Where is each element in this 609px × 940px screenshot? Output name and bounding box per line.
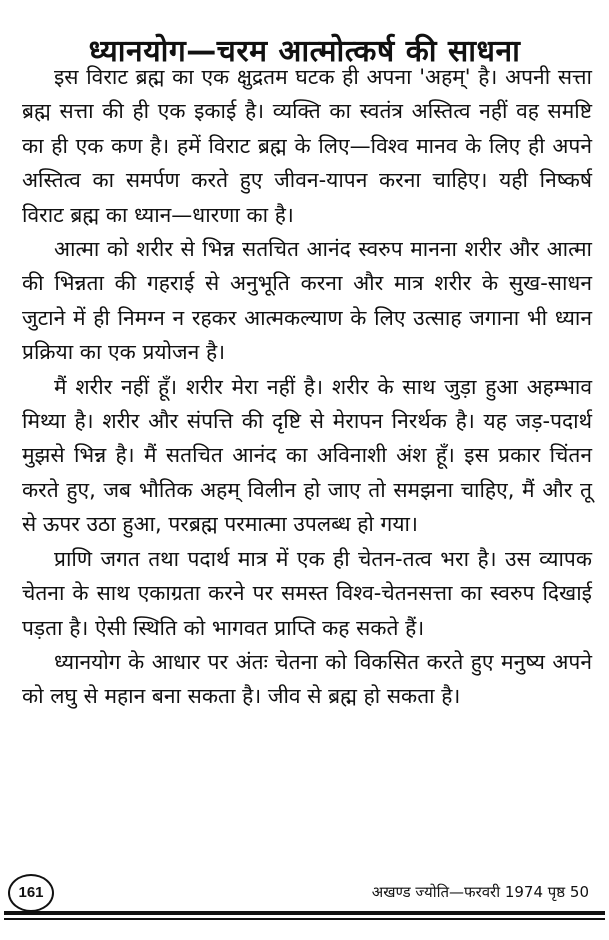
page-number-badge: 161	[8, 874, 54, 912]
source-reference: अखण्ड ज्योति—फरवरी 1974 पृष्ठ 50	[371, 883, 589, 901]
article-body	[22, 60, 592, 714]
paragraph: ध्यानयोग के आधार पर अंतः चेतना को विकसित करते हुए मनुष्य अपने को लघु से महान बना सकता है। जीव से ब्रह्म हो सकता है।	[22, 649, 592, 709]
paragraph: प्राणि जगत तथा पदार्थ मात्र में एक ही चेतन-तत्व भरा है। उस व्यापक चेतना के साथ एकाग्रता करने पर समस्त विश्व-चेतनसत्ता का स्वरुप दिखाई पड़ता है। ऐसी स्थिति को भागवत प्राप्ति कह सकते हैं।	[22, 546, 592, 640]
paragraph: इस विराट ब्रह्म का एक क्षुद्रतम घटक ही अपना 'अहम्' है। अपनी सत्ता ब्रह्म सत्ता की ही एक इकाई है। व्यक्ति का स्वतंत्र अस्तित्व नहीं वह समष्टि का ही एक कण है। हमें विराट ब्रह्म के लिए—विश्व मानव के लिए ही अपने अस्तित्व का समर्पण करते हुए जीवन-यापन करना चाहिए। यही निष्कर्ष विराट ब्रह्म का ध्यान—धारणा का है।	[22, 65, 592, 227]
article-title: ध्यानयोग—चरम आत्मोत्कर्ष की साधना	[88, 34, 521, 70]
paragraph: मैं शरीर नहीं हूँ। शरीर मेरा नहीं है। शरीर के साथ जुड़ा हुआ अहम्भाव मिथ्या है। शरीर और संपत्ति की दृष्टि से मेरापन निरर्थक है। यह जड़-पदार्थ मुझसे भिन्न है। मैं सतचित आनंद का अविनाशी अंश हूँ। इस प्रकार चिंतन करते हुए, जब भौतिक अहम् विलीन हो जाए तो समझना चाहिए, मैं और तू से ऊपर उठा हुआ, परब्रह्म परमात्मा उपलब्ध हो गया।	[22, 374, 592, 537]
footer-rule-thin	[4, 918, 605, 920]
paragraph: आत्मा को शरीर से भिन्न सतचित आनंद स्वरुप मानना शरीर और आत्मा की भिन्नता की गहराई से अनुभूति करना और मात्र शरीर के सुख-साधन जुटाने में ही निमग्न न रहकर आत्मकल्याण के लिए उत्साह जगाना भी ध्यान प्रक्रिया का एक प्रयोजन है।	[22, 237, 592, 365]
footer-rule-thick	[4, 911, 605, 915]
